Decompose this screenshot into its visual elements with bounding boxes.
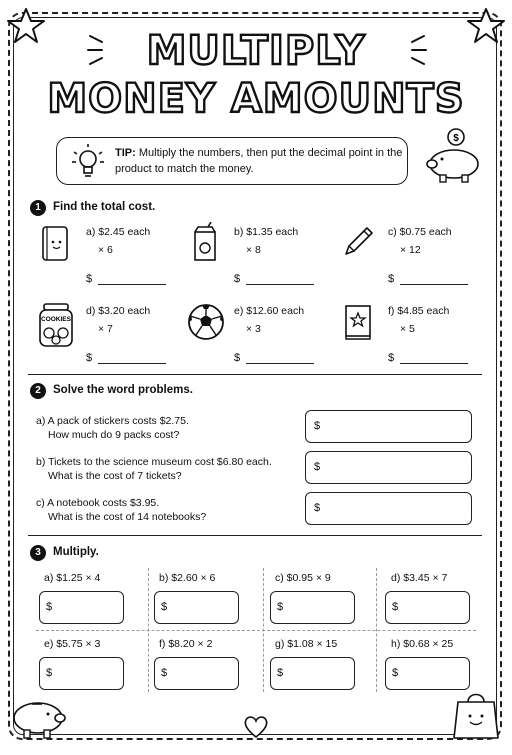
answer-1a-line[interactable] <box>98 284 166 285</box>
word-problem-b <box>36 455 296 483</box>
tip-box <box>56 137 408 185</box>
answer-box-3e[interactable] <box>39 657 124 690</box>
problem-1d-label: d) $3.20 each <box>86 305 151 317</box>
answer-3a-prefix: $ <box>46 601 53 613</box>
multiply-c-label: c) $0.95 × 9 <box>275 572 331 584</box>
problem-1f-qty: × 5 <box>400 323 415 335</box>
tip-text: Multiply the numbers, then put the decimal point in the product to match the money. <box>115 147 403 175</box>
answer-1e-line[interactable] <box>246 363 314 364</box>
problem-1b-qty: × 8 <box>246 244 261 256</box>
problem-1c-label: c) $0.75 each <box>388 226 452 238</box>
answer-2c-prefix: $ <box>314 502 321 514</box>
answer-1c-prefix: $ <box>388 273 395 285</box>
coin-symbol: $ <box>453 133 459 144</box>
multiply-g-label: g) $1.08 × 15 <box>275 638 338 650</box>
answer-box-3c[interactable] <box>270 591 355 624</box>
problem-1a-label: a) $2.45 each <box>86 226 151 238</box>
piggy-bank-icon <box>422 126 486 184</box>
piggy-bank-icon <box>6 692 68 744</box>
answer-3d-prefix: $ <box>392 601 399 613</box>
word-problem-b-line2: What is the cost of 7 tickets? <box>48 470 182 482</box>
book-icon <box>340 302 376 342</box>
multiply-d-label: d) $3.45 × 7 <box>391 572 448 584</box>
answer-box-2a[interactable] <box>305 410 472 443</box>
word-problem-a-line1: a) A pack of stickers costs $2.75. <box>36 415 189 427</box>
answer-3g-prefix: $ <box>277 667 284 679</box>
cookies-jar-icon <box>36 302 76 348</box>
answer-1d-prefix: $ <box>86 352 93 364</box>
page-border-inner <box>13 17 497 735</box>
section-divider <box>28 535 482 536</box>
word-problem-a <box>36 414 296 442</box>
problem-1e-qty: × 3 <box>246 323 261 335</box>
page-title-line1: MULTIPLY <box>146 28 366 74</box>
answer-box-3g[interactable] <box>270 657 355 690</box>
answer-1a-prefix: $ <box>86 273 93 285</box>
word-problem-c <box>36 496 296 524</box>
section-heading-1: Find the total cost. <box>53 201 156 213</box>
problem-1f-label: f) $4.85 each <box>388 305 450 317</box>
answer-3f-prefix: $ <box>161 667 168 679</box>
problem-1a-qty: × 6 <box>98 244 113 256</box>
multiply-b-label: b) $2.60 × 6 <box>159 572 216 584</box>
section-number-3: 3 <box>30 545 46 561</box>
multiply-f-label: f) $8.20 × 2 <box>159 638 213 650</box>
soccer-ball-icon <box>186 302 226 342</box>
word-problem-c-line2: What is the cost of 14 notebooks? <box>48 511 207 523</box>
answer-1d-line[interactable] <box>98 363 166 364</box>
cookies-jar-label: COOKIES <box>41 316 71 323</box>
answer-1f-prefix: $ <box>388 352 395 364</box>
word-problem-b-line1: b) Tickets to the science museum cost $6.80 each. <box>36 456 272 468</box>
answer-2b-prefix: $ <box>314 461 321 473</box>
multiply-a-label: a) $1.25 × 4 <box>44 572 101 584</box>
shopping-bag-icon <box>452 684 500 742</box>
multiply-e-label: e) $5.75 × 3 <box>44 638 101 650</box>
word-problem-a-line2: How much do 9 packs cost? <box>48 429 180 441</box>
page-title-line2: MONEY AMOUNTS <box>47 76 465 122</box>
problem-1b-label: b) $1.35 each <box>234 226 299 238</box>
answer-3e-prefix: $ <box>46 667 53 679</box>
problem-1d-qty: × 7 <box>98 323 113 335</box>
heart-icon <box>242 714 270 740</box>
section-heading-3: Multiply. <box>53 546 99 558</box>
answer-1e-prefix: $ <box>234 352 241 364</box>
answer-box-3d[interactable] <box>385 591 470 624</box>
answer-3c-prefix: $ <box>277 601 284 613</box>
answer-box-3b[interactable] <box>154 591 239 624</box>
answer-1b-line[interactable] <box>246 284 314 285</box>
answer-box-2c[interactable] <box>305 492 472 525</box>
word-problem-c-line1: c) A notebook costs $3.95. <box>36 497 160 509</box>
section-number-2: 2 <box>30 383 46 399</box>
answer-1f-line[interactable] <box>400 363 468 364</box>
lightbulb-icon <box>69 142 107 182</box>
answer-1b-prefix: $ <box>234 273 241 285</box>
section-divider <box>28 374 482 375</box>
pencil-icon <box>340 224 376 260</box>
tip-label: TIP: <box>115 147 136 159</box>
problem-1e-label: e) $12.60 each <box>234 305 305 317</box>
answer-2a-prefix: $ <box>314 420 321 432</box>
answer-box-2b[interactable] <box>305 451 472 484</box>
juice-box-icon <box>190 222 220 264</box>
answer-3b-prefix: $ <box>161 601 168 613</box>
answer-box-3f[interactable] <box>154 657 239 690</box>
multiply-h-label: h) $0.68 × 25 <box>391 638 454 650</box>
section-heading-2: Solve the word problems. <box>53 384 193 396</box>
notebook-icon <box>38 224 72 264</box>
answer-box-3a[interactable] <box>39 591 124 624</box>
answer-1c-line[interactable] <box>400 284 468 285</box>
problem-1c-qty: × 12 <box>400 244 421 256</box>
answer-3h-prefix: $ <box>392 667 399 679</box>
section-number-1: 1 <box>30 200 46 216</box>
